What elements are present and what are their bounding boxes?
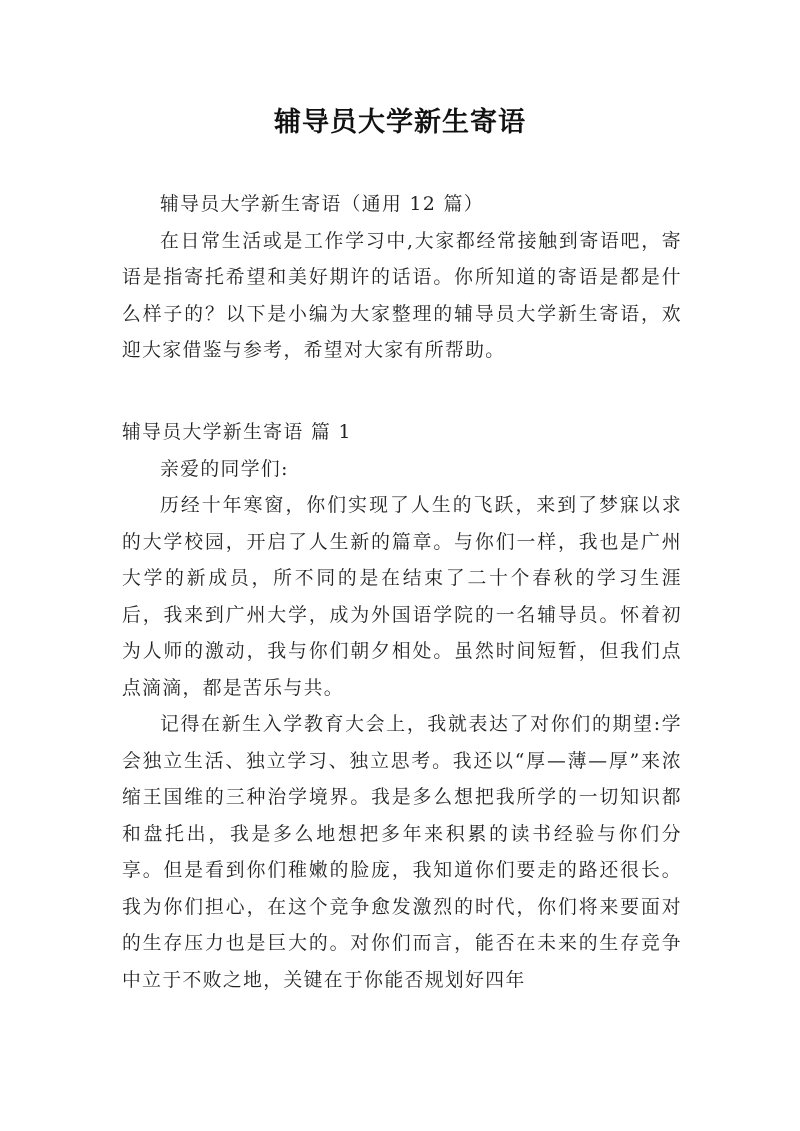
intro-block [122, 187, 682, 370]
body-paragraph-2: 记得在新生入学教育大会上，我就表达了对你们的期望:学会独立生活、独立学习、独立思考。我还以“厚—薄—厚”来浓缩王国维的三种治学境界。我是多么想把我所学的一切知识都和盘托出，我是多么地想把多年来积累的读书经验与你们分享。但是看到你们稚嫩的脸庞，我知道你们要走的路还很长。我为你们担心，在这个竞争愈发激烈的时代，你们将来要面对的生存压力也是巨大的。对你们而言，能否在未来的生存竞争中立于不败之地，关键在于你能否规划好四年 [122, 714, 682, 991]
intro-paragraph: 在日常生活或是工作学习中,大家都经常接触到寄语吧，寄语是指寄托希望和美好期许的话语。你所知道的寄语是都是什么样子的？以下是小编为大家整理的辅导员大学新生寄语，欢迎大家借鉴与参考，希望对大家有所帮助。 [122, 230, 682, 361]
section-1 [122, 415, 682, 999]
section-heading: 辅导员大学新生寄语 篇 1 [122, 422, 352, 443]
document-subtitle: 辅导员大学新生寄语（通用 12 篇） [160, 194, 484, 215]
document-title: 辅导员大学新生寄语 [274, 107, 526, 138]
body-paragraph-1: 历经十年寒窗，你们实现了人生的飞跃，来到了梦寐以求的大学校园，开启了人生新的篇章。与你们一样，我也是广州大学的新成员，所不同的是在结束了二十个春秋的学习生涯后，我来到广州大学，成为外国语学院的一名辅导员。怀着初为人师的激动，我与你们朝夕相处。虽然时间短暂，但我们点点滴滴，都是苦乐与共。 [122, 495, 682, 699]
greeting-line: 亲爱的同学们: [160, 458, 289, 480]
